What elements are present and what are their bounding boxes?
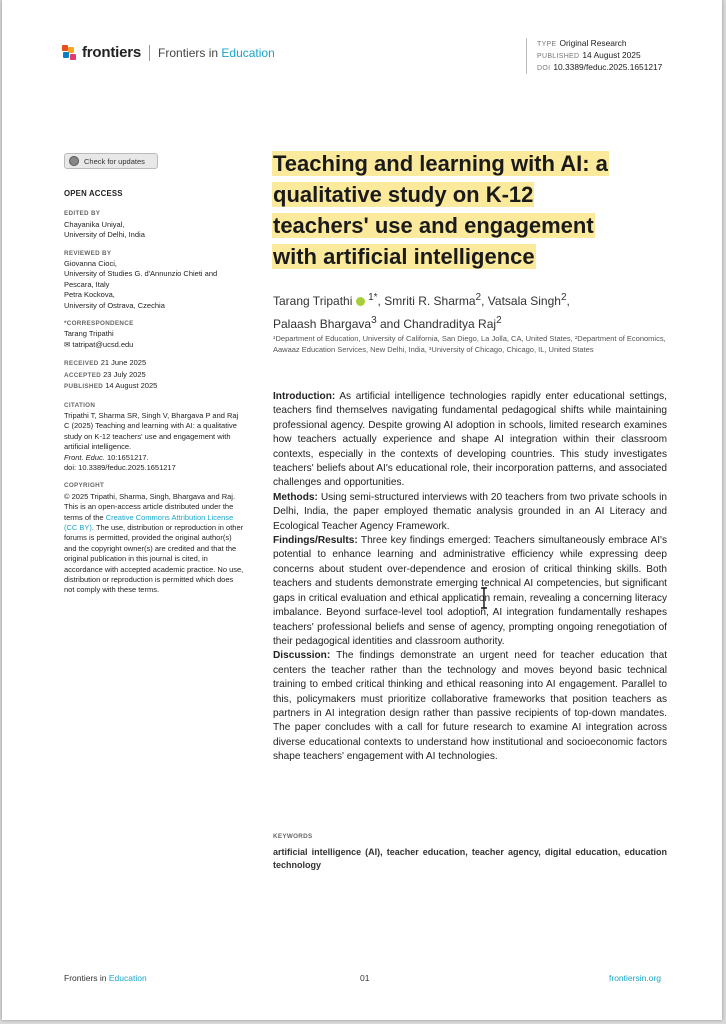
abstract-introduction: Introduction: As artificial intelligence technologies rapidly enter educational settings, teachers find themselves navigating fundamental pedagogical shifts while maintaining professional agency. Despite growing AI adoption in schools, limited research examines how teachers actually experience and shape AI integration within their classroom contexts, especially in the contexts of developing countries. This study investigates teachers' beliefs about AI's educational role, their incorporation patterns, and associated challenges and opportunities. — [273, 391, 667, 489]
frontiers-logo[interactable] — [62, 44, 275, 61]
copyright-heading: COPYRIGHT — [64, 482, 105, 490]
edited-by-heading: EDITED BY — [64, 210, 101, 218]
check-for-updates-button[interactable] — [64, 153, 158, 169]
author: Palaash Bhargava — [273, 317, 372, 331]
check-for-updates-label: Check for updates — [84, 156, 145, 166]
footer-journal: Frontiers in Education — [64, 973, 147, 983]
reviewer-affiliation: University of Studies G. d'Annunzio Chieti and Pescara, Italy — [64, 269, 218, 289]
keywords-heading: KEYWORDS — [273, 833, 313, 840]
abstract-methods: Methods: Using semi-structured interviews with 20 teachers from two private schools in Delhi, India, the paper employed thematic analysis grounded in an AI Literacy and Ecological Teacher Agency Framework. — [273, 491, 667, 532]
correspondence-email[interactable]: ✉ tatripat@ucsd.edu — [64, 339, 134, 349]
journal-name: Frontiers in Education — [158, 45, 275, 60]
author: , Smriti R. Sharma — [377, 294, 476, 308]
frontiers-logo-icon — [62, 45, 78, 61]
citation-heading: CITATION — [64, 401, 96, 409]
reviewer-name: Giovanna Cioci, — [64, 259, 117, 269]
abstract-findings: Findings/Results: Three key findings emerged: Teachers simultaneously embrace AI's potential to enhance learning and administrative efficiency while expressing deep concerns about student over-dependence and erosion of critical thinking skills. Both teachers and students demonstrate emerging technical AI competencies, but significant gaps in critical evaluation and ethical application remain, revealing a concerning literacy imbalance. Beyond surface-level tool adoption, AI integration fundamentally reshapes teachers' professional beliefs and sense of agency, prompting ongoing renegotiation of their pedagogical identities and classroom authority. — [273, 535, 667, 647]
crossmark-icon — [69, 156, 79, 166]
open-access-label: OPEN ACCESS — [64, 189, 123, 198]
logo-divider — [149, 45, 150, 61]
editor-affiliation: University of Delhi, India — [64, 230, 145, 240]
copyright-text: © 2025 Tripathi, Sharma, Singh, Bhargava and Raj. This is an open-access article distributed under the terms of the Creative Commons Attribution License (CC BY). The use, distribution or reproduction in other forums is permitted, provided the original author(s) and the copyright owner(s) are credited and that the original publication in this journal is cited, in accordance with accepted academic practice. No use, distribution or reproduction is permitted which does not comply with these terms. — [64, 491, 244, 595]
keywords: artificial intelligence (AI), teacher education, teacher agency, digital education, education technology — [273, 847, 667, 870]
page-number: 01 — [360, 973, 370, 983]
cc-by-link[interactable]: Creative Commons Attribution License (CC BY) — [64, 512, 234, 532]
article-title: Teaching and learning with AI: a qualitative study on K-12 teachers' use and engagement with artificial intelligence — [273, 151, 608, 269]
reviewed-by-heading: REVIEWED BY — [64, 249, 112, 257]
mail-icon: ✉ — [64, 339, 73, 349]
author: Tarang Tripathi — [273, 294, 353, 308]
citation-text: Tripathi T, Sharma SR, Singh V, Bhargava P and Raj C (2025) Teaching and learning with AI: a qualitative study on K-12 teachers' use and engagement with artificial intelligence. Front. Educ. 10:1651217. doi: 10.3389/feduc.2025.1651217 — [64, 410, 239, 472]
received-date: 21 June 2025 — [100, 358, 147, 368]
editor-name: Chayanika Uniyal, — [64, 219, 125, 229]
text-cursor-icon — [480, 587, 488, 609]
accepted-date: 23 July 2025 — [103, 369, 146, 379]
reviewer-affiliation: University of Ostrava, Czechia — [64, 300, 165, 310]
doi: 10.3389/feduc.2025.1651217 — [553, 62, 663, 72]
brand-name: frontiers — [82, 44, 142, 61]
footer-site-link[interactable]: frontiersin.org — [609, 973, 661, 983]
article-type: Original Research — [559, 38, 627, 48]
author-list: Tarang Tripathi $^{1*}$, Smriti R. Sharma$^2$, Vatsala Singh$^2$, Palaash Bhargava$^3$ and Chandraditya Raj$^2$ — [273, 292, 570, 331]
abstract — [273, 390, 667, 765]
correspondence-name: Tarang Tripathi — [64, 329, 114, 339]
orcid-icon[interactable] — [356, 297, 365, 306]
author: , Vatsala Singh — [481, 294, 561, 308]
article-page — [2, 0, 722, 1020]
article-meta: TYPE Original Research PUBLISHED 14 August 2025 DOI 10.3389/feduc.2025.1651217 — [526, 38, 662, 74]
sidebar: OPEN ACCESS EDITED BY Chayanika Uniyal, University of Delhi, India REVIEWED BY Giovanna Cioci, University of Studies G. d'Annunzio Chieti and Pescara, Italy Petra Kockova, University of Ostrava, Czechia *CORRESPONDENCE Tarang Tripathi ✉ tatripat@ucsd.edu RECEIVED 21 June 2025 ACCEPTED 23 July 2025 PUBLISHED 14 August 2025 CITATION Tripathi T, Sharma SR, Singh V, Bhargava P and Raj C (2025) Teaching and learning with AI: a qualitative study on K-12 teachers' use and engagement with artificial intelligence. Front. Educ. 10:1651217. doi: 10.3389/feduc.2025.1651217 COPYRIGHT © 2025 Tripathi, Sharma, Singh, Bhargava and Raj. This is an open-access article distributed under the terms of the Creative Commons Attribution License (CC BY). The use, distribution or reproduction in other forums is permitted, provided the original author(s) and the copyright owner(s) are credited and that the original publication in this journal is cited, in accordance with accepted academic practice. No use, distribution or reproduction is permitted which does not comply with these terms. — [64, 189, 244, 595]
abstract-discussion: Discussion: The findings demonstrate an urgent need for teacher education that centers the teacher rather than the technology and moves beyond basic technical training to embed critical thinking and ethical reasoning into AI engagement. Parallel to this, policymakers must prioritize collaborative frameworks that position teachers as partners in AI integration design rather than passive recipients of top-down mandates. The paper concludes with a call for future research to examine AI integration across diverse educational contexts to understand how institutional and socioeconomic factors shape teachers' engagement with AI technologies. — [273, 650, 667, 763]
correspondence-heading: *CORRESPONDENCE — [64, 320, 134, 328]
author: and Chandraditya Raj — [376, 317, 497, 331]
affiliations: ¹Department of Education, University of California, San Diego, La Jolla, CA, United States, ²Department of Economics, Aawaaz Education Services, New Delhi, India, ³University of Chicago, Chicago, IL, United States — [273, 334, 666, 354]
published-date-side: 14 August 2025 — [105, 381, 158, 391]
reviewer-name: Petra Kockova, — [64, 290, 115, 300]
published-date: 14 August 2025 — [582, 50, 641, 60]
